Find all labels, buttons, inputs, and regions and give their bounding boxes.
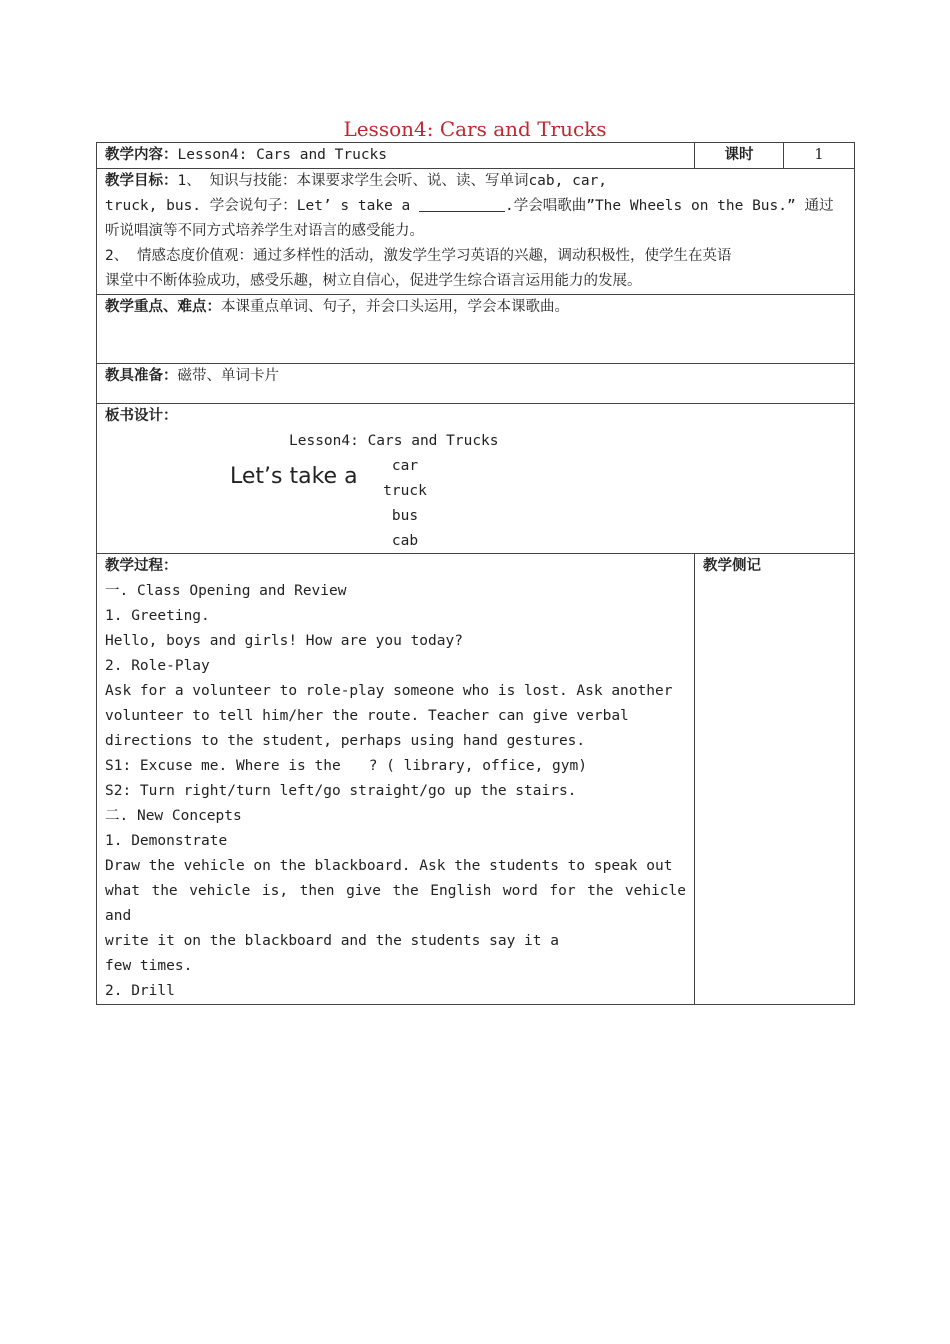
header-row xyxy=(97,143,855,169)
board-label: 板书设计： xyxy=(105,408,178,424)
key-points-row xyxy=(97,295,855,364)
process-line: ? ( library, office, gym) xyxy=(368,758,587,774)
materials-row xyxy=(97,364,855,404)
side-notes-label: 教学侧记 xyxy=(703,558,761,574)
board-design xyxy=(105,429,846,553)
board-word: truck xyxy=(383,483,427,499)
process-line: directions to the student, perhaps using hand gestures. xyxy=(105,733,586,749)
process-line: Draw the vehicle on the blackboard. Ask the students to speak out xyxy=(105,858,673,874)
process-line: S2: Turn right/turn left/go straight/go up the stairs. xyxy=(105,783,577,799)
period-value: 1 xyxy=(784,143,855,169)
board-word: cab xyxy=(391,533,419,549)
content-value: Lesson4: Cars and Trucks xyxy=(177,147,388,163)
materials-label: 教具准备： xyxy=(105,368,178,384)
lesson-plan-table xyxy=(96,142,855,1005)
key-points-label: 教学重点、难点： xyxy=(105,299,221,315)
period-label: 课时 xyxy=(695,143,784,169)
key-points-text: 本课重点单词、句子，并会口头运用，学会本课歌曲。 xyxy=(221,299,569,315)
process-line: 1. Demonstrate xyxy=(105,833,228,849)
process-line: what the vehicle is, then give the English word for the vehicle and xyxy=(105,883,686,924)
process-line: 二. New Concepts xyxy=(105,808,242,824)
objectives-line2a: truck, bus. 学会说句子：Let’ s take a xyxy=(105,198,411,214)
process-row xyxy=(97,554,855,1005)
process-line: S1: Excuse me. Where is the xyxy=(105,758,341,774)
process-label: 教学过程： xyxy=(105,558,178,574)
objectives-line1: 1、 知识与技能：本课要求学生会听、说、读、写单词cab, car, xyxy=(177,173,608,189)
materials-text: 磁带、单词卡片 xyxy=(177,368,279,384)
objectives-line5: 课堂中不断体验成功，感受乐趣，树立自信心，促进学生综合语言运用能力的发展。 xyxy=(105,273,642,289)
board-row xyxy=(97,404,855,554)
content-label: 教学内容： xyxy=(105,147,178,163)
process-line: volunteer to tell him/her the route. Teacher can give verbal xyxy=(105,708,629,724)
process-line: write it on the blackboard and the students say it a xyxy=(105,933,559,949)
sentence-blank xyxy=(419,197,505,212)
board-phrase: Let’s take a xyxy=(230,464,358,489)
objectives-line4: 2、 情感态度价值观：通过多样性的活动，激发学生学习英语的兴趣，调动积极性，使学生在英语 xyxy=(105,248,732,264)
board-word-list xyxy=(375,454,435,554)
objectives-line2b: .学会唱歌曲”The Wheels on the Bus.” 通过 xyxy=(504,198,834,214)
process-line: 1. Greeting. xyxy=(105,608,210,624)
board-word: car xyxy=(391,458,419,474)
page-title: Lesson4: Cars and Trucks xyxy=(343,117,607,141)
process-line: Hello, boys and girls! How are you today? xyxy=(105,633,463,649)
objectives-row xyxy=(97,169,855,295)
process-line: few times. xyxy=(105,958,193,974)
board-word: bus xyxy=(391,508,419,524)
process-line: 2. Drill xyxy=(105,983,175,999)
process-line: 一. Class Opening and Review xyxy=(105,583,347,599)
objectives-label: 教学目标： xyxy=(105,173,178,189)
process-line: Ask for a volunteer to role-play someone who is lost. Ask another xyxy=(105,683,673,699)
board-title: Lesson4: Cars and Trucks xyxy=(289,433,499,449)
objectives-line3: 听说唱演等不同方式培养学生对语言的感受能力。 xyxy=(105,223,424,239)
process-line: 2. Role-Play xyxy=(105,658,210,674)
